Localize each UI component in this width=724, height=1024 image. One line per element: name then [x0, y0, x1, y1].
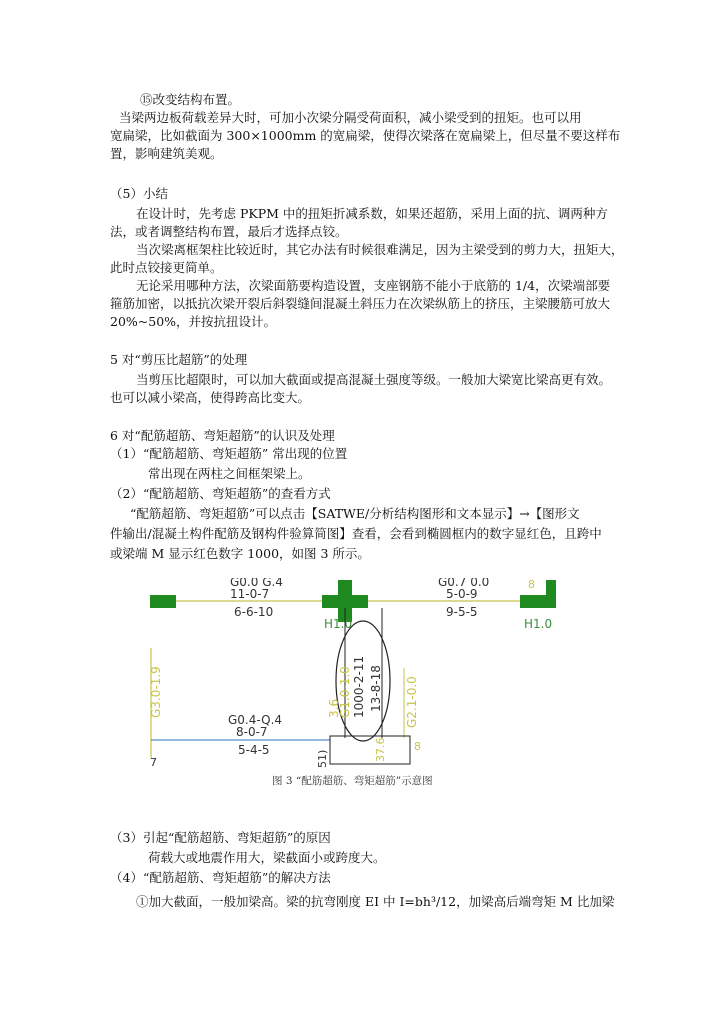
subheading-1: （1）“配筋超筋、弯矩超筋” 常出现的位置 [110, 446, 348, 461]
paragraph-line: 也可以减小梁高，使得跨高比变大。 [110, 390, 311, 405]
paragraph-line: 置，影响建筑美观。 [110, 146, 223, 161]
paragraph-line: 法，或者调整结构布置，最后才选择点铰。 [110, 224, 348, 239]
label-v3: 13-8-18 [369, 665, 383, 712]
label-fifty-one: 51) [316, 749, 329, 768]
paragraph-line: 当梁两边板荷载差异大时，可加小次梁分隔受荷面积，减小梁受到的扭矩。也可以用 [119, 110, 582, 125]
label-h1-middle: H1.0 [324, 617, 353, 631]
label-top-right-3: 9-5-5 [446, 605, 478, 619]
figure-caption: 图 3 “配筋超筋、弯矩超筋”示意图 [272, 775, 433, 787]
label-left-vertical: G3.0-1.9 [149, 666, 163, 718]
label-v2: 1000-2-11 [352, 655, 366, 718]
paragraph-line: 常出现在两柱之间框架梁上。 [148, 466, 311, 481]
label-mid-1: G0.4-Q.4 [228, 713, 283, 727]
paragraph-line: “配筋超筋、弯矩超筋”可以点击【SATWE/分析结构图形和文本显示】→【图形文 [130, 506, 580, 521]
label-top-left-3: 6-6-10 [234, 605, 274, 619]
label-eight-top: 8 [528, 578, 535, 591]
item-5-heading: ⑮改变结构布置。 [140, 92, 241, 107]
paragraph-line: 20%~50%，并按抗扭设计。 [110, 314, 277, 329]
paragraph-line: 无论采用哪种方法，次梁面筋要构造设置，支座钢筋不能小于底筋的 1/4，次梁端部要 [136, 278, 611, 293]
subheading-3: （3）引起“配筋超筋、弯矩超筋”的原因 [110, 830, 331, 845]
paragraph-line: 在设计时，先考虑 PKPM 中的扭矩折减系数，如果还超筋，采用上面的抗、调两种方 [136, 206, 608, 221]
label-mid-2: 8-0-7 [236, 725, 268, 739]
paragraph-line: 当剪压比超限时，可以加大截面或提高混凝土强度等级。一般加大梁宽比梁高更有效。 [136, 372, 612, 387]
section-heading-summary: （5）小结 [110, 186, 168, 201]
label-v5: 3.6 [327, 698, 341, 718]
label-seven: 7 [150, 756, 157, 769]
section-heading-6: 6 对“配筋超筋、弯矩超筋”的认识及处理 [110, 428, 335, 443]
paragraph-line: ①加大截面，一般加梁高。梁的抗弯刚度 EI 中 I=bh³/12，加梁高后端弯矩 M 比加梁 [136, 894, 615, 909]
paragraph-line: 件输出/混凝土构件配筋及钢构件验算简图】查看，会看到椭圆框内的数字显红色，且跨中 [110, 526, 602, 541]
label-top-right-2: 5-0-9 [446, 587, 478, 601]
label-top-right-1: G0.7 0.0 [438, 578, 490, 589]
paragraph-line: 箍筋加密，以抵抗次梁开裂后斜裂缝间混凝土斜压力在次梁纵筋上的挤压，主梁腰筋可放大 [110, 296, 611, 311]
label-bottom-number: 37.6 [374, 737, 387, 762]
paragraph-line: 此时点铰接更简单。 [110, 260, 223, 275]
label-top-left-1: G0.0 G.4 [230, 578, 283, 589]
beam-diagram-svg [148, 578, 578, 770]
paragraph-line: 宽扁梁，比如截面为 300×1000mm 的宽扁梁，使得次梁落在宽扁梁上，但尽量不要这样布 [110, 128, 621, 143]
label-mid-3: 5-4-5 [238, 743, 270, 757]
subheading-2: （2）“配筋超筋、弯矩超筋”的查看方式 [110, 486, 331, 501]
section-heading-5: 5 对“剪压比超筋”的处理 [110, 352, 248, 367]
label-eight-bottom: 8 [414, 740, 421, 753]
label-top-left-2: 11-0-7 [230, 587, 270, 601]
figure-3-beam-diagram [148, 578, 578, 770]
column-left [150, 595, 176, 608]
label-v1: G1.0-1.0 [338, 666, 352, 718]
paragraph-line: 荷载大或地震作用大，梁截面小或跨度大。 [148, 850, 386, 865]
column-right-vertical [546, 580, 556, 608]
paragraph-line: 或梁端 M 显示红色数字 1000，如图 3 所示。 [110, 546, 370, 561]
paragraph-line: 当次梁离框架柱比较近时，其它办法有时候很难满足，因为主梁受到的剪力大，扭矩大， [136, 242, 624, 257]
bottom-column-box [330, 736, 410, 764]
subheading-4: （4）“配筋超筋、弯矩超筋”的解决方法 [110, 870, 331, 885]
label-v4: G2.1-0.0 [405, 676, 419, 728]
label-h1-right: H1.0 [524, 617, 553, 631]
